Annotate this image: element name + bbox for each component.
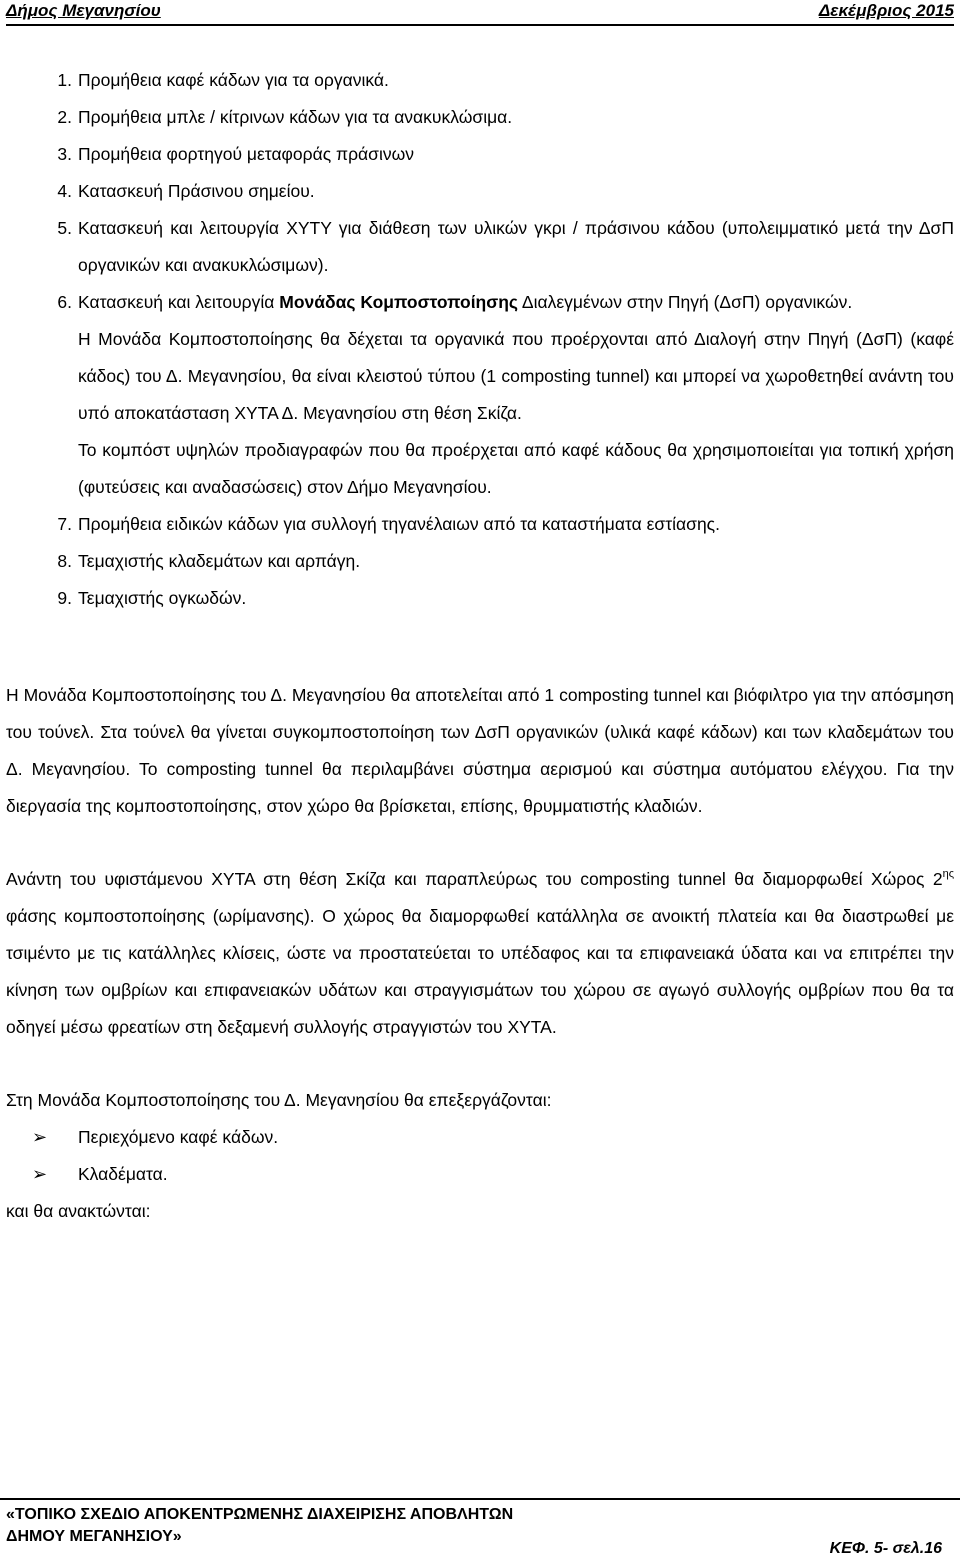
paragraph-processed-intro: Στη Μονάδα Κομποστοποίησης του Δ. Μεγανησίου θα επεξεργάζονται: xyxy=(6,1090,552,1110)
list-text: Προμήθεια μπλε / κίτρινων κάδων για τα ανακυκλώσιμα. xyxy=(78,107,513,127)
footer-title xyxy=(6,1504,513,1548)
paragraph-text: Ανάντη του υφιστάμενου ΧΥΤΑ στη θέση Σκίζα και παραπλεύρως του composting tunnel θα διαμορφωθεί Χώρος 2 xyxy=(6,869,943,889)
paragraph-composting-unit: Η Μονάδα Κομποστοποίησης του Δ. Μεγανησίου θα αποτελείται από 1 composting tunnel και βιόφιλτρο για την απόσμηση του τούνελ. Στα τούνελ θα γίνεται συγκομποστοποίηση των ΔσΠ οργανικών (υλικά καφέ κάδων) και των κλαδεμάτων του Δ. Μεγανησίου. Το composting tunnel θα περιλαμβάνει σύστημα αερισμού και σύστημα αυτόματου ελέγχου. Για την διεργασία της κομποστοποίησης, στον χώρο θα βρίσκεται, επίσης, θρυμματιστής κλαδιών. xyxy=(6,685,954,816)
arrowhead-bullet-icon: ➢ xyxy=(32,1164,48,1184)
list-item xyxy=(6,62,954,99)
bullet-item xyxy=(6,1119,954,1156)
list-text-post: Διαλεγμένων στην Πηγή (ΔσΠ) οργανικών. xyxy=(518,292,853,312)
list-text xyxy=(78,284,954,321)
list-number: 8. xyxy=(57,551,72,571)
list-item xyxy=(6,543,954,580)
list-number: 6. xyxy=(57,292,72,312)
footer-title-line: ΔΗΜΟΥ ΜΕΓΑΝΗΣΙΟΥ» xyxy=(6,1528,182,1545)
list-number: 9. xyxy=(57,588,72,608)
paragraph-maturation-area xyxy=(6,861,954,1046)
list-number: 2. xyxy=(57,107,72,127)
header-municipality: Δήμος Μεγανησίου xyxy=(6,1,161,20)
page-number: ΚΕΦ. 5- σελ.16 xyxy=(829,1540,942,1557)
list-text: Τεμαχιστής κλαδεμάτων και αρπάγη. xyxy=(78,551,361,571)
list-number: 7. xyxy=(57,514,72,534)
list-item xyxy=(6,580,954,617)
list-item xyxy=(6,210,954,284)
list-item xyxy=(6,173,954,210)
document-body xyxy=(6,62,954,1230)
item6-paragraph: Η Μονάδα Κομποστοποίησης θα δέχεται τα οργανικά που προέρχονται από Διαλογή στην Πηγή (ΔσΠ) (καφέ κάδος) του Δ. Μεγανησίου, θα είναι κλειστού τύπου (1 composting tunnel) και μπορεί να χωροθετηθεί ανάντη του υπό αποκατάσταση ΧΥΤΑ Δ. Μεγανησίου στη θέση Σκίζα. xyxy=(78,329,954,423)
list-number: 3. xyxy=(57,144,72,164)
list-number: 1. xyxy=(57,70,72,90)
list-text: Προμήθεια ειδικών κάδων για συλλογή τηγανέλαιων από τα καταστήματα εστίασης. xyxy=(78,514,720,534)
bullet-text: Περιεχόμενο καφέ κάδων. xyxy=(78,1127,279,1147)
list-text-pre: Κατασκευή και λειτουργία xyxy=(78,292,280,312)
list-number: 4. xyxy=(57,181,72,201)
list-number: 5. xyxy=(57,218,72,238)
list-item xyxy=(6,136,954,173)
item6-paragraph: Το κομπόστ υψηλών προδιαγραφών που θα προέρχεται από καφέ κάδους θα χρησιμοποιείται για τοπική χρήση (φυτεύσεις και αναδασώσεις) στον Δήμο Μεγανησίου. xyxy=(78,440,954,497)
closing-line: και θα ανακτώνται: xyxy=(6,1201,151,1221)
list-text: Τεμαχιστής ογκωδών. xyxy=(78,588,247,608)
list-item xyxy=(6,284,954,321)
paragraph-text: φάσης κομποστοποίησης (ωρίμανσης). Ο χώρος θα διαμορφωθεί κατάλληλα σε ανοικτή πλατεία και θα διαστρωθεί με τσιμέντο με τις κατάλληλες κλίσεις, ώστε να προστατεύεται το υπέδαφος και τα επιφανειακά ύδατα και να επιτρέπει την κίνηση των ομβρίων και επιφανειακών υδάτων και στραγγισμάτων του χώρου σε αγωγό συλλογής ομβρίων που θα τα οδηγεί μέσω φρεατίων στη δεξαμενή συλλογής στραγγιστών του ΧΥΤΑ. xyxy=(6,906,954,1037)
page-header xyxy=(6,0,954,26)
ordinal-suffix: ης xyxy=(942,868,954,880)
list-text: Προμήθεια καφέ κάδων για τα οργανικά. xyxy=(78,70,389,90)
list-item xyxy=(6,506,954,543)
header-date: Δεκέμβριος 2015 xyxy=(818,1,954,20)
arrowhead-bullet-icon: ➢ xyxy=(32,1127,48,1147)
footer-title-line: «ΤΟΠΙΚΟ ΣΧΕΔΙΟ ΑΠΟΚΕΝΤΡΩΜΕΝΗΣ ΔΙΑΧΕΙΡΙΣΗΣ ΑΠΟΒΛΗΤΩΝ xyxy=(6,1506,514,1523)
list-text: Κατασκευή Πράσινου σημείου. xyxy=(78,181,315,201)
page-footer xyxy=(0,1498,960,1563)
list-item xyxy=(6,99,954,136)
bullet-item xyxy=(6,1156,954,1193)
bullet-text: Κλαδέματα. xyxy=(78,1164,168,1184)
list-text-bold: Μονάδας Κομποστοποίησης xyxy=(279,292,519,312)
list-text: Κατασκευή και λειτουργία ΧΥΤΥ για διάθεση των υλικών γκρι / πράσινου κάδου (υπολειμματικό μετά την ΔσΠ οργανικών και ανακυκλώσιμων). xyxy=(78,218,954,275)
list-text: Προμήθεια φορτηγού μεταφοράς πράσινων xyxy=(78,144,415,164)
